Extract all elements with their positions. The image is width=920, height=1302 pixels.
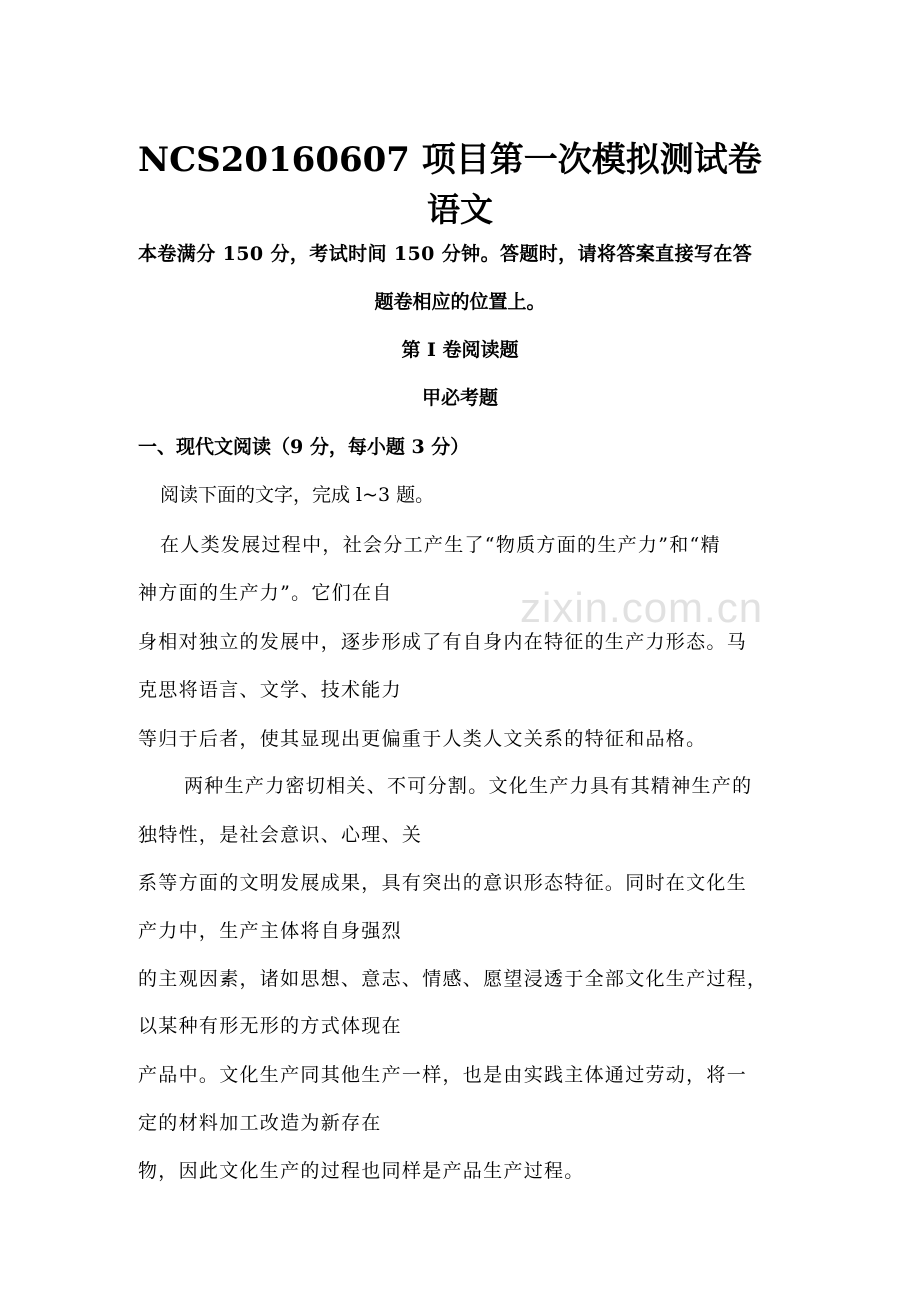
passage-line: 物，因此文化生产的过程也同样是产品生产过程。: [138, 1160, 585, 1182]
subject-title: 语文: [427, 190, 493, 229]
passage-line: 产力中，生产主体将自身强烈: [138, 920, 402, 942]
passage-line: 两种生产力密切相关、不可分割。文化生产力具有其精神生产的: [184, 775, 753, 797]
reading-prompt: 阅读下面的文字，完成 l~3 题。: [160, 484, 435, 506]
section-heading: 一、现代文阅读（9 分，每小题 3 分）: [138, 436, 470, 458]
watermark: zixin.com.cn: [520, 584, 764, 631]
instructions-line-1: 本卷满分 150 分，考试时间 150 分钟。答题时，请将答案直接写在答: [138, 243, 753, 265]
volume-heading: 第 I 卷阅读题: [401, 339, 519, 361]
passage-line: 以某种有形无形的方式体现在: [138, 1015, 402, 1037]
instructions-line-2: 题卷相应的位置上。: [374, 291, 546, 313]
passage-line: 产品中。文化生产同其他生产一样，也是由实践主体通过劳动，将一: [138, 1064, 748, 1086]
passage-line: 在人类发展过程中，社会分工产生了“物质方面的生产力”和“精: [160, 534, 721, 556]
passage-line: 身相对独立的发展中，逐步形成了有自身内在特征的生产力形态。马: [138, 631, 748, 653]
passage-line: 的主观因素，诸如思想、意志、情感、愿望浸透于全部文化生产过程，: [138, 968, 768, 990]
passage-line: 神方面的生产力”。它们在自: [138, 582, 393, 604]
passage-line: 等归于后者，使其显现出更偏重于人类人文关系的特征和品格。: [138, 728, 707, 750]
passage-line: 克思将语言、文学、技术能力: [138, 679, 402, 701]
passage-line: 系等方面的文明发展成果，具有突出的意识形态特征。同时在文化生: [138, 872, 748, 894]
exam-title: NCS20160607 项目第一次模拟测试卷: [138, 140, 762, 180]
requirement-heading: 甲必考题: [421, 387, 498, 409]
passage-line: 定的材料加工改造为新存在: [138, 1112, 382, 1134]
passage-line: 独特性，是社会意识、心理、关: [138, 824, 423, 846]
